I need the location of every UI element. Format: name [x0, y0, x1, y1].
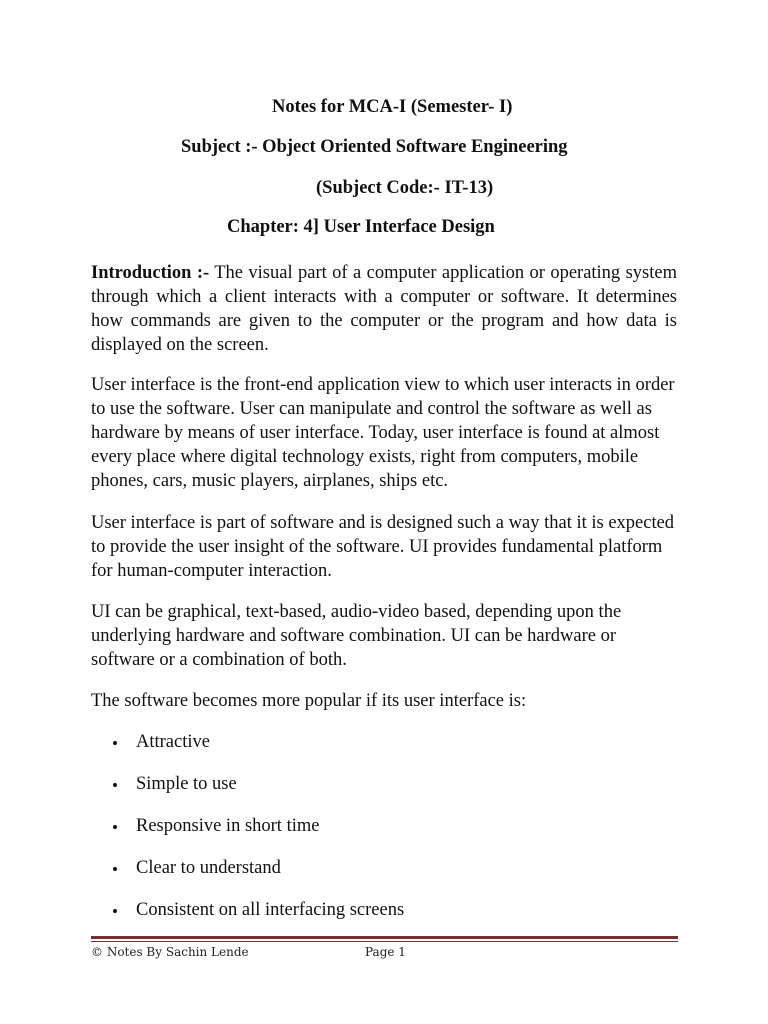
body-paragraph-3: UI can be graphical, text-based, audio-video based, depending upon the underlying hardware and software combination. UI can be hardware or software or a combination of both. [91, 602, 622, 670]
subject-title: Subject :- Object Oriented Software Engineering [181, 137, 568, 157]
list-item [91, 814, 404, 838]
chapter-title: Chapter: 4] User Interface Design [227, 217, 495, 237]
body-paragraph-4: The software becomes more popular if its user interface is: [91, 691, 527, 711]
list-item [91, 856, 404, 880]
bullet-icon [113, 783, 117, 787]
subject-code: (Subject Code:- IT-13) [316, 178, 494, 198]
intro-label: Introduction :- [91, 263, 210, 283]
list-item [91, 772, 404, 796]
intro-text: The visual part of a computer application or operating system through which a client interacts with a computer or software. It determines how commands are given to the computer or the program and how data is displayed on the screen. [91, 263, 677, 355]
list-item [91, 898, 404, 922]
bullet-icon [113, 909, 117, 913]
list-item-text: Simple to use [136, 774, 237, 794]
list-item-text: Clear to understand [136, 858, 281, 878]
body-paragraph-1: User interface is the front-end application view to which user interacts in order to use the software. User can manipulate and control the software as well as hardware by means of user interface. Today, user interface is found at almost every place where digital technology exists, right from computers, mobile phones, cars, music players, airplanes, ships etc. [91, 375, 675, 491]
feature-bullet-list [91, 730, 404, 940]
intro-paragraph [91, 261, 677, 357]
page-number: Page 1 [365, 945, 406, 959]
bullet-icon [113, 867, 117, 871]
list-item-text: Attractive [136, 732, 210, 752]
list-item [91, 730, 404, 754]
list-item-text: Consistent on all interfacing screens [136, 900, 405, 920]
bullet-icon [113, 825, 117, 829]
footer-divider-thin [91, 941, 678, 942]
course-title: Notes for MCA-I (Semester- I) [272, 97, 513, 117]
footer-credit: © Notes By Sachin Lende [91, 945, 249, 959]
list-item-text: Responsive in short time [136, 816, 320, 836]
bullet-icon [113, 741, 117, 745]
body-paragraph-2: User interface is part of software and is designed such a way that it is expected to provide the user insight of the software. UI provides fundamental platform for human-computer interaction. [91, 513, 675, 581]
footer-divider [91, 936, 678, 939]
